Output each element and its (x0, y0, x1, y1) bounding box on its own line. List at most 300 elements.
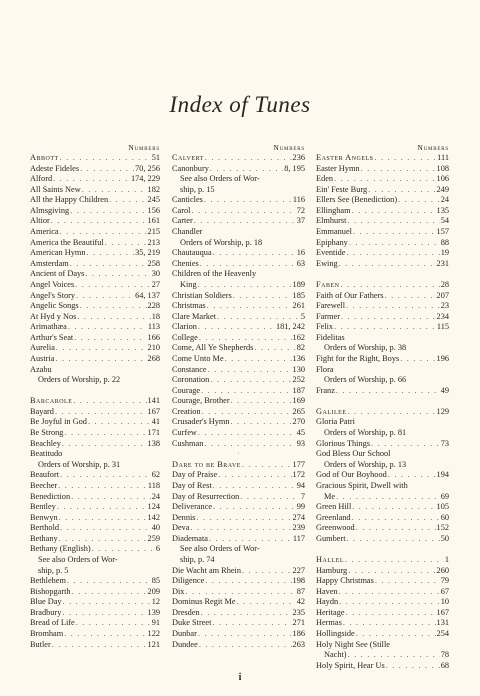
hymn-numbers: 116 (292, 195, 305, 205)
hymn-numbers: 5 (300, 311, 305, 321)
tune-name: Franz (316, 385, 335, 395)
hymn-numbers: 194 (436, 470, 449, 480)
hymn-numbers: 106 (436, 174, 449, 184)
dot-leader (62, 439, 147, 450)
hymn-numbers: 94 (296, 480, 305, 490)
index-entry (30, 301, 160, 312)
index-entry (316, 365, 449, 376)
index-entry (316, 322, 449, 333)
hymn-numbers: 187 (292, 385, 305, 395)
dot-leader (213, 248, 296, 259)
tune-name: Altior (30, 216, 50, 226)
tune-name: Chautauqua (172, 248, 212, 258)
dot-leader (80, 301, 147, 312)
dot-leader (64, 428, 146, 439)
index-entry (30, 164, 160, 175)
dot-leader (56, 343, 147, 354)
tune-name: Come, All Ye Shepherds (172, 343, 254, 353)
hymn-numbers: 234 (436, 311, 449, 321)
tune-name: Bethany (English) (30, 544, 91, 554)
column-header: Numbers (417, 143, 449, 152)
tune-name: King (180, 279, 197, 289)
tune-name: Blue Day (30, 597, 62, 607)
tune-name: Be Joyful in God (30, 417, 87, 427)
hymn-numbers: 35, 219 (135, 248, 160, 258)
hymn-numbers: 135 (436, 205, 449, 215)
hymn-numbers: 28 (440, 279, 449, 289)
dot-leader (356, 523, 436, 534)
dot-leader (200, 259, 296, 270)
hymn-numbers: 24 (151, 491, 160, 501)
index-entry (172, 174, 305, 185)
tune-name: Diligence (172, 576, 205, 586)
index-entry (172, 576, 305, 587)
hymn-numbers: 156 (147, 205, 160, 215)
tune-name: Bethlehem (30, 576, 66, 586)
hymn-numbers: 166 (147, 332, 160, 342)
tune-name: Ein' Feste Burg (316, 184, 368, 194)
dot-leader (371, 439, 440, 450)
tune-name: Me (324, 491, 336, 501)
dot-leader (55, 407, 147, 418)
index-entry (172, 460, 305, 471)
tune-name: Chandler (172, 227, 203, 237)
index-entry (172, 354, 305, 365)
hymn-numbers: 16 (296, 248, 305, 258)
index-entry (172, 629, 305, 640)
dot-leader (59, 513, 147, 524)
dot-leader (198, 428, 296, 439)
dot-leader (388, 470, 436, 481)
hymn-numbers: 78 (440, 650, 449, 660)
hymn-numbers: 236 (292, 153, 305, 162)
tune-name: Faith of Our Fathers (316, 290, 384, 300)
dot-leader (209, 534, 292, 545)
index-entry (316, 523, 449, 534)
dot-leader (63, 597, 151, 608)
index-entry (30, 174, 160, 185)
dot-leader (67, 576, 151, 587)
dot-leader (356, 629, 436, 640)
dot-leader (205, 153, 292, 164)
tune-name: See also Orders of Wor- (180, 544, 260, 554)
tune-name: Orders of Worship, p. 22 (38, 375, 121, 385)
dot-leader (68, 322, 147, 333)
dot-leader (334, 322, 436, 333)
index-entry (316, 312, 449, 323)
tune-name: Dix (172, 586, 185, 596)
hymn-numbers: 87 (296, 586, 305, 596)
index-entry (172, 417, 305, 428)
tune-name: Alford (30, 174, 53, 184)
hymn-numbers: 42 (296, 597, 305, 607)
hymn-numbers: 172 (292, 470, 305, 480)
hymn-numbers: 213 (147, 237, 160, 247)
dot-leader (347, 407, 435, 418)
tune-name: Amsterdam (30, 258, 69, 268)
dot-leader (254, 343, 295, 354)
hymn-numbers: 131 (436, 618, 449, 628)
hymn-numbers: 67 (440, 586, 449, 596)
dot-leader (194, 216, 296, 227)
index-entry (30, 566, 160, 577)
index-entry (172, 544, 305, 555)
tune-name: Chenies (172, 258, 199, 268)
dot-leader (197, 513, 292, 524)
index-entry (172, 618, 305, 629)
hymn-numbers: 268 (147, 353, 160, 363)
index-entry (316, 566, 449, 577)
tune-name: Die Wacht am Rhein (172, 565, 241, 575)
hymn-numbers: 113 (147, 322, 160, 332)
hymn-numbers: 169 (292, 396, 305, 406)
tune-name: America (30, 227, 59, 237)
hymn-numbers: 235 (292, 607, 305, 617)
index-entry (30, 555, 160, 566)
tune-name: Nacht) (324, 650, 347, 660)
dot-leader (213, 481, 296, 492)
index-entry (316, 608, 449, 619)
dot-leader (207, 301, 292, 312)
tune-name: Clarion (172, 322, 197, 332)
index-entry (172, 566, 305, 577)
dot-leader (233, 291, 292, 302)
hymn-numbers: 122 (147, 629, 160, 639)
index-entry (172, 238, 305, 249)
index-entry (30, 407, 160, 418)
tune-name: Bromham (30, 629, 64, 639)
dot-leader (385, 291, 436, 302)
dot-leader (191, 523, 292, 534)
index-entry (316, 386, 449, 397)
hymn-numbers: 254 (436, 629, 449, 639)
index-entry (316, 354, 449, 365)
tune-name: Beecher (30, 480, 58, 490)
tune-name: Deva (172, 523, 190, 533)
index-entry (172, 312, 305, 323)
tune-name: Holy Night See (Stille (316, 639, 390, 649)
index-entry (30, 185, 160, 196)
index-entry (316, 460, 449, 471)
index-entry (172, 365, 305, 376)
hymn-numbers: 79 (440, 576, 449, 586)
hymn-numbers: 141 (147, 396, 160, 406)
hymn-numbers: 73 (440, 438, 449, 448)
tune-name: Bayard (30, 406, 54, 416)
index-entry (30, 333, 160, 344)
index-column-3 (316, 143, 449, 671)
hymn-numbers: 167 (147, 406, 160, 416)
index-entry (172, 428, 305, 439)
dot-leader (85, 269, 150, 280)
index-entry (316, 396, 449, 407)
index-entry (172, 301, 305, 312)
dot-leader (352, 502, 435, 513)
index-entry (316, 164, 449, 175)
tune-name: Berthold (30, 523, 60, 533)
tune-name: College (172, 332, 198, 342)
hymn-numbers: 130 (292, 364, 305, 374)
index-entry (172, 386, 305, 397)
dot-leader (217, 312, 300, 323)
index-entry (30, 481, 160, 492)
hymn-numbers: 174, 229 (130, 174, 160, 184)
tune-name: Adeste Fideles (30, 163, 80, 173)
index-entry (172, 640, 305, 651)
index-entry (30, 269, 160, 280)
tune-name: Flora (316, 364, 334, 374)
index-entry (30, 460, 160, 471)
hymn-numbers: 72 (296, 205, 305, 215)
tune-name: Dundee (172, 639, 198, 649)
index-entry (30, 640, 160, 651)
index-entry (172, 322, 305, 333)
tune-name: Day of Rest (172, 480, 212, 490)
index-entry (30, 428, 160, 439)
dot-leader (225, 354, 292, 365)
hymn-numbers: 117 (292, 533, 305, 543)
hymn-numbers: 207 (436, 290, 449, 300)
hymn-numbers: 23 (440, 301, 449, 311)
index-entry (316, 618, 449, 629)
tune-name: Glorious Things (316, 438, 371, 448)
tune-name: Courage (172, 385, 201, 395)
tune-name: Fight for the Right, Boys (316, 353, 400, 363)
index-entry (316, 449, 449, 460)
tune-name: Arimathæa (30, 322, 67, 332)
index-entry (172, 587, 305, 598)
index-entry (30, 238, 160, 249)
index-entry (316, 343, 449, 354)
hymn-numbers: 136 (292, 353, 305, 363)
tune-name: Fidelitas (316, 332, 345, 342)
dot-leader (386, 661, 440, 672)
dot-leader (400, 354, 435, 365)
tune-name: Deliverance (172, 502, 213, 512)
index-entry (316, 661, 449, 672)
dot-leader (191, 206, 295, 217)
tune-name: All Saints New (30, 184, 81, 194)
dot-leader (105, 238, 147, 249)
dot-leader (199, 333, 292, 344)
index-entry (172, 195, 305, 206)
index-entry (172, 534, 305, 545)
index-entry (30, 354, 160, 365)
index-entry (30, 227, 160, 238)
hymn-numbers: 186 (292, 629, 305, 639)
hymn-numbers: 54 (440, 216, 449, 226)
hymn-numbers: 70, 256 (135, 163, 160, 173)
hymn-numbers: 64, 137 (135, 290, 160, 300)
hymn-numbers: 62 (151, 470, 160, 480)
dot-leader (349, 238, 440, 249)
dot-leader (60, 470, 151, 481)
hymn-numbers: 162 (292, 332, 305, 342)
tune-name: Azabu (30, 364, 52, 374)
hymn-numbers: 167 (436, 607, 449, 617)
index-entry (316, 492, 449, 503)
index-entry (316, 534, 449, 545)
dot-leader (218, 470, 291, 481)
dot-leader (346, 608, 436, 619)
dot-leader (109, 195, 146, 206)
index-entry (30, 587, 160, 598)
tune-name: Dominus Regit Me (172, 597, 236, 607)
tune-name: Aurelia (30, 343, 55, 353)
index-entry (316, 428, 449, 439)
hymn-numbers: 260 (436, 565, 449, 575)
tune-name: Orders of Worship, p. 18 (180, 237, 263, 247)
index-entry (172, 185, 305, 196)
index-entry (316, 153, 449, 164)
dot-leader (336, 492, 440, 503)
dot-leader (341, 312, 436, 323)
hymn-numbers: 263 (292, 639, 305, 649)
hymn-numbers: 60 (440, 512, 449, 522)
index-entry (30, 259, 160, 270)
dot-leader (339, 587, 440, 598)
index-entry (316, 195, 449, 206)
index-entry (316, 544, 449, 555)
index-entry (316, 439, 449, 450)
hymn-numbers: 227 (292, 565, 305, 575)
index-entry (30, 248, 160, 259)
dot-leader (212, 618, 291, 629)
index-entry (30, 396, 160, 407)
tune-name: Austria (30, 353, 55, 363)
hymn-numbers: 274 (292, 512, 305, 522)
dot-leader (334, 174, 435, 185)
index-entry (316, 587, 449, 598)
index-entry (316, 650, 449, 661)
index-entry (30, 216, 160, 227)
tune-name: Curfew (172, 428, 197, 438)
tune-name: Calvert (172, 153, 204, 162)
dot-leader (343, 618, 436, 629)
dot-leader (368, 185, 435, 196)
hymn-numbers: 189 (292, 279, 305, 289)
dot-leader (348, 566, 435, 577)
dot-leader (57, 502, 147, 513)
index-entry (172, 523, 305, 534)
hymn-numbers: 271 (292, 618, 305, 628)
dot-leader (185, 587, 295, 598)
index-entry (30, 195, 160, 206)
tune-name: Children of the Heavenly (172, 269, 257, 279)
tune-name: Dennis (172, 512, 196, 522)
index-entry (30, 618, 160, 629)
tune-name: Almsgiving (30, 205, 70, 215)
index-entry (316, 375, 449, 386)
index-entry (172, 492, 305, 503)
tune-name: Dresden (172, 607, 200, 617)
index-entry (30, 439, 160, 450)
dot-leader (242, 566, 292, 577)
hymn-numbers: 196 (436, 353, 449, 363)
dot-leader (231, 417, 292, 428)
index-entry (172, 375, 305, 386)
dot-leader (231, 396, 292, 407)
dot-leader (375, 576, 440, 587)
hymn-numbers: 252 (292, 375, 305, 385)
dot-leader (204, 195, 292, 206)
index-entry (316, 238, 449, 249)
hymn-numbers: 63 (296, 258, 305, 268)
index-entry (30, 343, 160, 354)
tune-name: Emmanuel (316, 227, 352, 237)
index-entry (172, 206, 305, 217)
tune-name: Epiphany (316, 237, 348, 247)
dot-leader (82, 185, 147, 196)
dot-leader (55, 354, 146, 365)
tune-name: Orders of Worship, p. 31 (38, 459, 121, 469)
tune-name: Christian Soldiers (172, 290, 232, 300)
tune-name: Greenland (316, 512, 351, 522)
index-entry (316, 174, 449, 185)
tune-name: Bentley (30, 502, 56, 512)
hymn-numbers: 93 (296, 438, 305, 448)
dot-leader (52, 640, 147, 651)
index-entry (30, 597, 160, 608)
tune-name: At Hyd y Nos (30, 311, 77, 321)
tune-name: Courage, Brother (172, 396, 230, 406)
tune-name: Arthur's Seat (30, 332, 74, 342)
index-entry (316, 629, 449, 640)
index-entry (316, 470, 449, 481)
dot-leader (62, 608, 146, 619)
tune-name: Angel Voices (30, 279, 75, 289)
tune-name: Farewell (316, 301, 346, 311)
tune-name: Greenwood (316, 523, 355, 533)
index-entry (172, 216, 305, 227)
tune-name: Orders of Worship, p. 38 (324, 343, 407, 353)
dot-leader (199, 640, 292, 651)
tune-name: See also Orders of Wor- (38, 554, 118, 564)
tune-name: Galilee (316, 406, 347, 416)
dot-leader (92, 544, 155, 555)
index-entry (172, 248, 305, 259)
tune-name: Ewing (316, 258, 338, 268)
tune-name: Orders of Worship, p. 13 (324, 459, 407, 469)
dot-leader (60, 227, 147, 238)
index-entry (172, 333, 305, 344)
tune-name: American Hymn (30, 248, 86, 258)
dot-leader (201, 386, 291, 397)
hymn-numbers: 249 (436, 184, 449, 194)
index-entry (172, 470, 305, 481)
hymn-numbers: 210 (147, 343, 160, 353)
tune-name: Dare to be Brave (172, 459, 241, 469)
dot-leader (210, 375, 291, 386)
hymn-numbers: 118 (147, 480, 160, 490)
tune-name: Gloria Patri (316, 417, 355, 427)
dot-leader (198, 280, 292, 291)
dot-leader (73, 396, 146, 407)
dot-leader (76, 291, 134, 302)
hymn-numbers: 139 (147, 607, 160, 617)
index-entry (172, 227, 305, 238)
index-entry (172, 164, 305, 175)
index-entry (30, 629, 160, 640)
tune-name: Gracious Spirit, Dwell with (316, 480, 408, 490)
tune-name: Canonbury (172, 163, 209, 173)
index-column-2 (172, 143, 305, 650)
index-entry (316, 185, 449, 196)
tune-name: Canticles (172, 195, 203, 205)
index-entry (316, 417, 449, 428)
hymn-numbers: 245 (147, 195, 160, 205)
dot-leader (60, 523, 151, 534)
